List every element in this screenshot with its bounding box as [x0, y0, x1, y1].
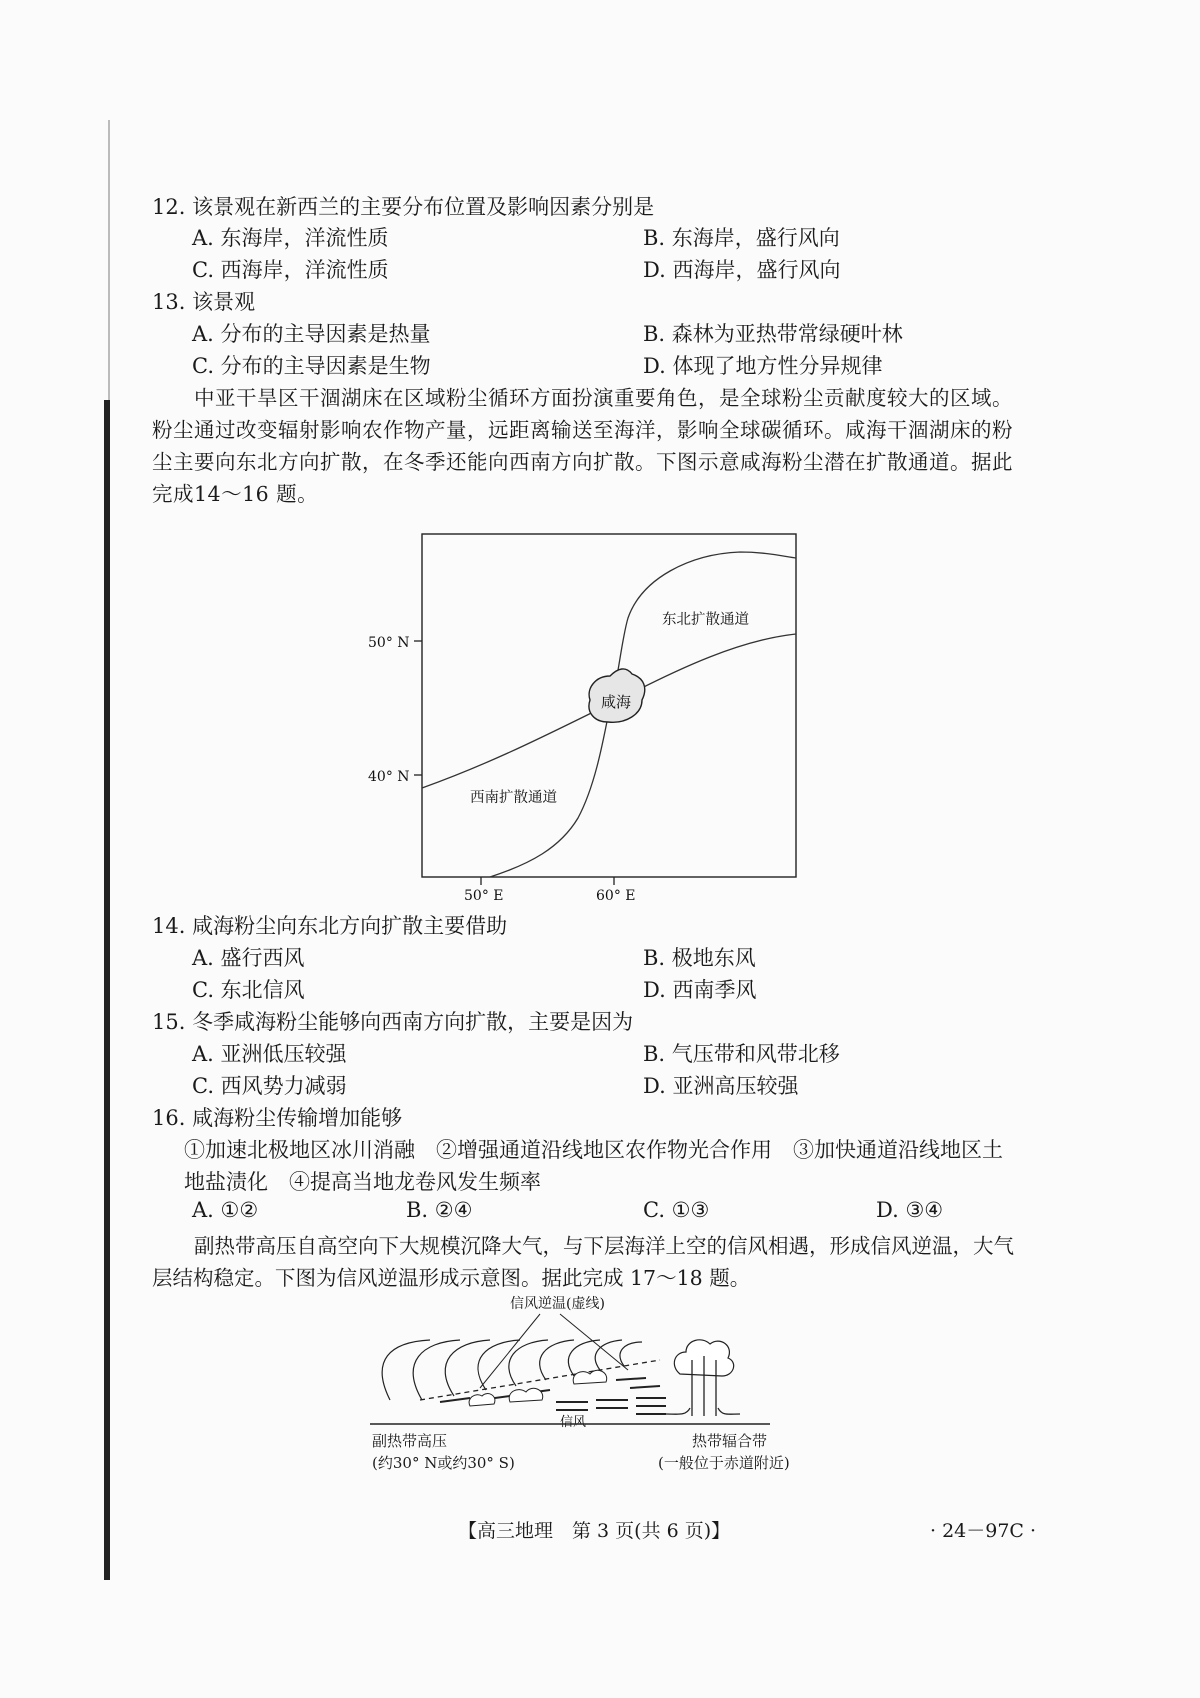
subsidence-arc-2 [413, 1340, 460, 1400]
q16-option-c: C. ①③ [643, 1198, 710, 1222]
page-code: · 24－97C · [930, 1520, 1037, 1542]
q13-option-c: C. 分布的主导因素是生物 [192, 354, 431, 378]
title-pointer-1 [480, 1314, 540, 1388]
label-40n: 40° N [368, 769, 410, 785]
scan-edge-dark [104, 400, 110, 1580]
q16-option-b: B. ②④ [406, 1198, 473, 1222]
passage-aral-dust: 中亚干旱区干涸湖床在区域粉尘循环方面扮演重要角色，是全球粉尘贡献度较大的区域。粉尘通过改变辐射影响农作物产量，远距离输送至海洋，影响全球碳循环。咸海干涸湖床的粉尘主要向东北方向扩散，在冬季还能向西南方向扩散。下图示意咸海粉尘潜在扩散通道。据此完成14～16 题。 [152, 386, 1013, 506]
q14-option-b: B. 极地东风 [643, 946, 756, 970]
itcz-location: (一般位于赤道附近) [658, 1454, 790, 1472]
cloud-3 [573, 1370, 607, 1384]
label-50n: 50° N [368, 635, 410, 651]
q12-option-c: C. 西海岸，洋流性质 [192, 258, 389, 282]
convergence-arrow-right [718, 1408, 740, 1414]
q16-stem: 16. 咸海粉尘传输增加能够 [152, 1106, 403, 1130]
aral-dust-channel-map [360, 528, 800, 908]
q14-option-c: C. 东北信风 [192, 978, 305, 1002]
ne-channel-label: 东北扩散通道 [662, 612, 749, 628]
q15-option-d: D. 亚洲高压较强 [643, 1074, 799, 1098]
q14-option-a: A. 盛行西风 [192, 946, 305, 970]
trade-wind-label: 信风 [560, 1415, 587, 1430]
q13-option-a: A. 分布的主导因素是热量 [192, 322, 431, 346]
subsidence-arc-1 [382, 1340, 430, 1400]
cloud-1 [469, 1394, 495, 1406]
subsidence-arc-9 [620, 1342, 642, 1366]
q13-stem: 13. 该景观 [152, 290, 256, 314]
q12-option-d: D. 西海岸，盛行风向 [643, 258, 841, 282]
q15-option-c: C. 西风势力减弱 [192, 1074, 347, 1098]
q16-statements-line1: ①加速北极地区冰川消融 ②增强通道沿线地区农作物光合作用 ③加快通道沿线地区土 [184, 1138, 1003, 1162]
q16-option-a: A. ①② [192, 1198, 259, 1222]
q16-statements-line2: 地盐渍化 ④提高当地龙卷风发生频率 [184, 1170, 541, 1194]
q13-option-d: D. 体现了地方性分异规律 [643, 354, 883, 378]
q12-option-a: A. 东海岸，洋流性质 [192, 226, 389, 250]
subtropical-high-label: 副热带高压 [372, 1432, 448, 1450]
q13-option-b: B. 森林为亚热带常绿硬叶林 [643, 322, 903, 346]
subsidence-arc-8 [595, 1340, 622, 1370]
cloud-2 [509, 1388, 543, 1402]
lake-label: 咸海 [600, 693, 632, 711]
convergence-arrow-left [666, 1408, 690, 1414]
subsidence-arc-5 [509, 1340, 548, 1386]
sw-channel-label: 西南扩散通道 [470, 790, 557, 806]
q16-option-d: D. ③④ [876, 1198, 944, 1222]
label-60e: 60° E [596, 888, 636, 904]
title-pointer-2 [560, 1314, 628, 1370]
label-50e: 50° E [464, 888, 504, 904]
page-footer-label: 【高三地理 第 3 页(共 6 页)】 [458, 1520, 731, 1542]
q15-stem: 15. 冬季咸海粉尘能够向西南方向扩散，主要是因为 [152, 1010, 634, 1034]
q12-option-b: B. 东海岸，盛行风向 [643, 226, 840, 250]
diagram-title: 信风逆温(虚线) [510, 1296, 605, 1312]
subsidence-arc-3 [445, 1340, 490, 1396]
q12-stem: 12. 该景观在新西兰的主要分布位置及影响因素分别是 [152, 195, 655, 219]
itcz-label: 热带辐合带 [692, 1432, 768, 1450]
q15-option-a: A. 亚洲低压较强 [192, 1042, 347, 1066]
passage-trade-inversion: 副热带高压自高空向下大规模沉降大气，与下层海洋上空的信风相遇，形成信风逆温，大气层结构稳定。下图为信风逆温形成示意图。据此完成 17～18 题。 [152, 1234, 1014, 1290]
scan-edge-light [108, 120, 110, 400]
subtropical-high-latitude: (约30° N或约30° S) [372, 1454, 515, 1472]
q14-stem: 14. 咸海粉尘向东北方向扩散主要借助 [152, 914, 508, 938]
q15-option-b: B. 气压带和风带北移 [643, 1042, 840, 1066]
q14-option-d: D. 西南季风 [643, 978, 757, 1002]
